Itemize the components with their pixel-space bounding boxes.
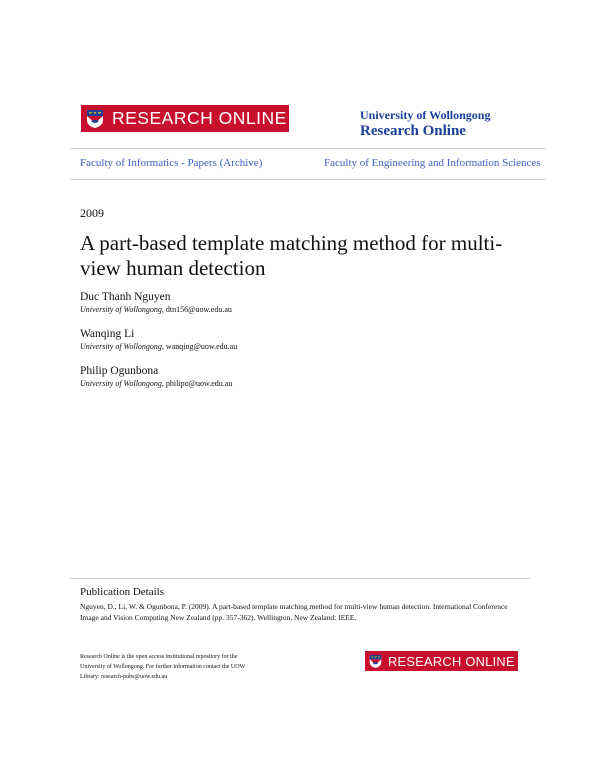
publication-year: 2009 <box>80 206 104 220</box>
repository-notice <box>80 652 310 682</box>
repository-name[interactable]: Research Online <box>360 123 466 139</box>
author-email[interactable]: , wanqing@uow.edu.au <box>161 342 238 351</box>
publication-details-heading: Publication Details <box>80 586 165 598</box>
logo-text: RESEARCH ONLINE <box>388 653 515 669</box>
research-online-footer-logo[interactable] <box>365 651 518 671</box>
header-divider <box>70 148 546 149</box>
author-name: Wanqing Li <box>80 328 135 340</box>
repository-notice-line: University of Wollongong. For further information contact the UOW <box>80 664 246 670</box>
author-email[interactable]: , philipo@uow.edu.au <box>161 379 233 388</box>
logo-text: RESEARCH ONLINE <box>112 108 287 128</box>
paper-title: A part-based template matching method for multi-view human detection <box>80 231 503 280</box>
author-name: Duc Thanh Nguyen <box>80 291 171 303</box>
publication-divider <box>70 578 530 579</box>
institution-name[interactable]: University of Wollongong <box>360 108 491 122</box>
repository-notice-line: Research Online is the open access institutional repository for the <box>80 654 238 660</box>
author-affiliation <box>80 305 232 314</box>
affiliation-name: University of Wollongong <box>80 342 162 351</box>
author-name: Philip Ogunbona <box>80 365 159 377</box>
repository-notice-line[interactable]: Library: research-pubs@uow.edu.au <box>80 674 168 680</box>
author-email[interactable]: , dtn156@uow.edu.au <box>161 305 232 314</box>
faculty-informatics-link[interactable]: Faculty of Informatics - Papers (Archive) <box>80 157 263 169</box>
uow-crest-icon <box>369 654 382 669</box>
research-online-logo[interactable] <box>81 105 289 132</box>
publication-citation: Nguyen, D., Li, W. & Ogunbona, P. (2009). A part-based template matching method for multi-view human detection. International Conference Image and Vision Computing New Zealand (pp. 357-362). Wellington, New Zealand: IEEE. <box>80 602 508 622</box>
author-affiliation <box>80 342 237 351</box>
uow-crest-icon <box>86 109 104 129</box>
author-affiliation <box>80 379 232 388</box>
nav-divider <box>70 179 546 180</box>
faculty-engineering-link[interactable]: Faculty of Engineering and Information Sciences <box>324 157 541 169</box>
affiliation-name: University of Wollongong <box>80 305 162 314</box>
affiliation-name: University of Wollongong <box>80 379 162 388</box>
